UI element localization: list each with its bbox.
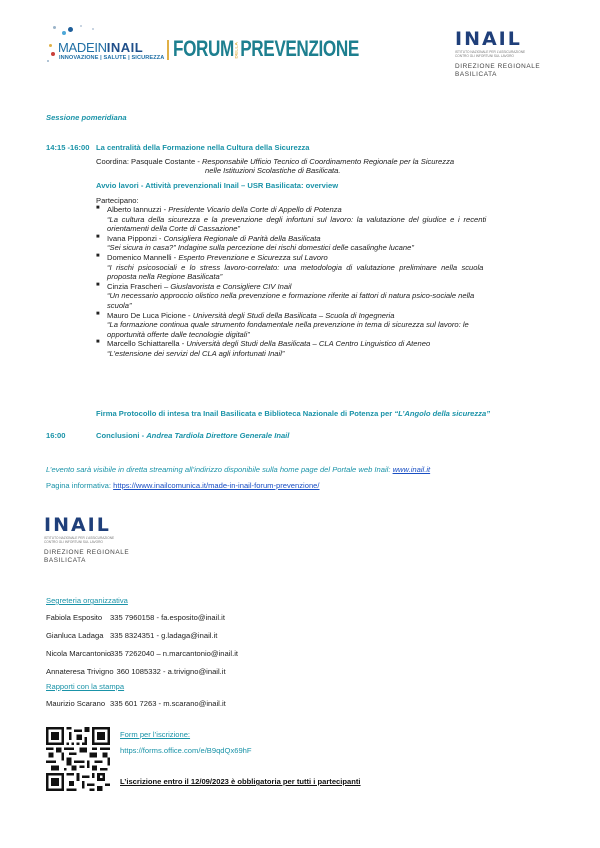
logo-dot-icon xyxy=(53,26,56,29)
avvio-lavori: Avvio lavori - Attività prevenzionali Inail – USR Basilicata: overview xyxy=(96,181,339,190)
info-page-link[interactable]: https://www.inailcomunica.it/made-in-inail-forum-prevenzione/ xyxy=(113,481,320,490)
logo-dot-icon xyxy=(92,28,94,30)
participants-list xyxy=(96,205,566,359)
registration-deadline: L’iscrizione entro il 12/09/2023 è obbligatoria per tutti i partecipanti xyxy=(120,777,361,786)
logo-dot-icon xyxy=(47,60,49,62)
made-in-inail-tagline: INNOVAZIONE | SALUTE | SICUREZZA xyxy=(59,55,165,61)
participant-item: ■ Marcello Schiattarella - Università degli Studi della Basilicata – CLA Centro Linguistico di Ateneo “L’estensione dei servizi del CLA agli infortunati Inail” xyxy=(96,339,431,358)
registration-form-label[interactable]: Form per l’iscrizione: xyxy=(120,730,191,739)
protocol-signing: Firma Protocollo di intesa tra Inail Basilicata e Biblioteca Nazionale di Potenza per “L’Angolo della sicurezza” xyxy=(96,409,491,418)
contact-row: Fabiola Esposito 335 7960158 - fa.esposito@inail.it xyxy=(46,613,225,622)
slot1-title: La centralità della Formazione nella Cultura della Sicurezza xyxy=(96,143,310,152)
slot2-title: Conclusioni - Andrea Tardiola Direttore Generale Inail xyxy=(96,431,290,440)
slot2-time: 16:00 xyxy=(46,431,66,440)
streaming-info: L’evento sarà visibile in diretta streaming all’indirizzo disponibile sulla home page del Portale web Inail: www.inail.it xyxy=(46,465,431,474)
participant-item: ■ Domenico Mannelli - Esperto Prevenzione e Sicurezza sul Lavoro “I rischi psicosociali e lo stress lavoro-correlato: una metodologia di valutazione preliminare nella scuola proposta nella Regione Basilicata” xyxy=(96,252,484,282)
contact-row: Gianluca Ladaga 335 8324351 - g.ladaga@inail.it xyxy=(46,631,218,640)
header-separator xyxy=(167,40,169,60)
registration-form-url[interactable]: https://forms.office.com/e/B9qdQx69hF xyxy=(120,746,252,755)
forum-title: FORUMDELLAPREVENZIONE xyxy=(173,36,359,61)
logo-dot-icon xyxy=(62,31,66,35)
made-in-inail-logo xyxy=(44,24,164,66)
info-page: Pagina informativa: https://www.inailcomunica.it/made-in-inail-forum-prevenzione/ xyxy=(46,481,320,490)
segreteria-list xyxy=(46,613,238,685)
contact-row: Maurizio Scarano 335 601 7263 - m.scarano@inail.it xyxy=(46,699,226,708)
logo-dot-icon xyxy=(68,27,73,32)
bullet-icon: ■ xyxy=(96,281,100,288)
bullet-icon: ■ xyxy=(96,310,100,317)
logo-dot-icon xyxy=(51,52,55,56)
participant-item: ■ Alberto Iannuzzi - Presidente Vicario della Corte di Appello di Potenza “La cultura della sicurezza e la prevenzione degli infortuni sul lavoro: la valutazione del giudice e i recenti orientamenti della Corte di Cassazione” xyxy=(96,205,487,234)
stampa-title: Rapporti con la stampa xyxy=(46,682,125,691)
bullet-icon: ■ xyxy=(96,233,100,240)
coordinator-role-cont: nelle Istituzioni Scolastiche di Basilicata. xyxy=(205,166,341,175)
slot1-time: 14:15 -16:00 xyxy=(46,143,90,152)
participant-item: ■ Ivana Pipponzi - Consigliera Regionale di Parità della Basilicata “Sei sicura in casa?” Indagine sulla percezione dei rischi domestici delle casalinghe lucane” xyxy=(96,233,414,253)
inail-logo-top: INAIL ISTITUTO NAZIONALE PER L'ASSICURAZIONE CONTRO GLI INFORTUNI SUL LAVORO DIREZIONE REGIONALE BASILICATA xyxy=(455,28,541,78)
participant-item: ■ Cinzia Frascheri – Giuslavorista e Consigliere CIV Inail “Un necessario approccio olistico nella prevenzione e formazione riferite ai fattori di natura psico-sociale nella scuola” xyxy=(96,281,475,310)
coordinator: Coordina: Pasquale Costante - Responsabile Ufficio Tecnico di Coordinamento Regionale per la Sicurezza xyxy=(96,157,455,166)
bullet-icon: ■ xyxy=(96,339,100,346)
segreteria-title: Segreteria organizzativa xyxy=(46,596,128,605)
logo-dot-icon xyxy=(80,25,82,27)
inail-website-link[interactable]: www.inail.it xyxy=(392,465,431,474)
made-in-inail-wordmark: MADEININAIL xyxy=(58,40,144,55)
inail-logo-bottom: INAIL ISTITUTO NAZIONALE PER L'ASSICURAZIONE CONTRO GLI INFORTUNI SUL LAVORO DIREZIONE REGIONALE BASILICATA xyxy=(44,514,130,564)
contact-row: Annateresa Trivigno 360 1085332 - a.trivigno@inail.it xyxy=(46,667,226,676)
logo-dot-icon xyxy=(49,44,52,47)
bullet-icon: ■ xyxy=(96,205,100,211)
contact-row: Nicola Marcantonio335 7262040 – n.marcantonio@inail.it xyxy=(46,649,239,658)
participant-item: ■ Mauro De Luca Picione - Università degli Studi della Basilicata – Scuola di Ingegneria “La formazione continua quale strumento fondamentale nella prevenzione in tema di sicurezza sul lavoro: le opportunità offerte dalle tecnologie digitali” xyxy=(96,310,469,339)
bullet-icon: ■ xyxy=(96,252,100,259)
qr-code-icon[interactable] xyxy=(46,727,110,791)
session-title: Sessione pomeridiana xyxy=(46,113,127,122)
participants-label: Partecipano: xyxy=(96,196,139,205)
